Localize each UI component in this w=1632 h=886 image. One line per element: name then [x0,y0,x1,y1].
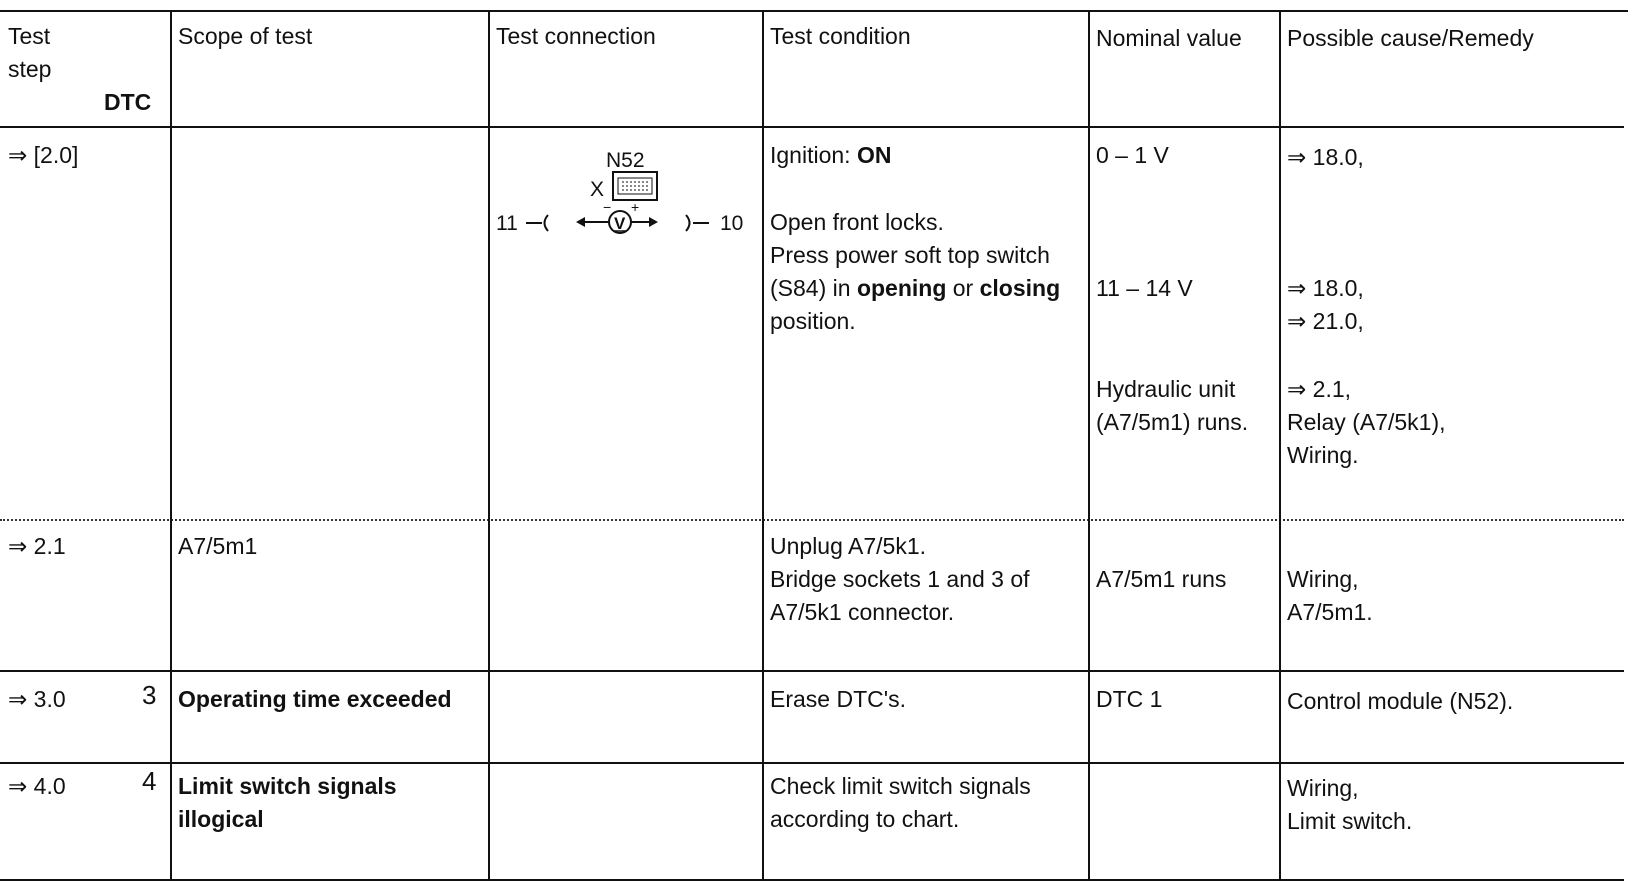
row-2-0-cause-b: ⇒ 18.0, ⇒ 21.0, [1287,275,1364,334]
probe-right-icon [686,215,709,231]
row-2-0-nominal-a: 0 – 1 V [1096,142,1169,168]
diagram-pin-right: 10 [720,212,744,235]
row-2-1-scope: A7/5m1 [178,533,258,559]
row-2-0-condition-switch: Open front locks. Press power soft top switch (S84) in opening or closing position. [770,209,1061,334]
voltmeter-connection-diagram [496,142,756,246]
header-bottom-rule [0,126,1624,128]
column-divider [170,10,172,881]
row-2-1-condition: Unplug A7/5k1. Bridge sockets 1 and 3 of A7/5k1 connector. [770,533,1030,625]
voltmeter-icon [576,199,658,233]
diagram-label-x: X [590,178,605,201]
header-condition: Test condition [770,23,911,49]
row-4-0-cause: Wiring, Limit switch. [1287,775,1413,834]
column-divider [1279,10,1281,881]
row-4-0-condition: Check limit switch signals according to chart. [770,773,1031,832]
header-cause: Possible cause/Remedy [1287,25,1534,51]
row-3-0-step: ⇒ 3.0 [8,686,66,712]
header-connection: Test connection [496,23,656,49]
probe-left-icon [526,215,548,231]
header-dtc: DTC [104,89,152,115]
row-3-0-condition: Erase DTC's. [770,686,907,712]
header-nominal: Nominal value [1096,25,1242,51]
header-scope: Scope of test [178,23,313,49]
row-2-0-condition-ignition: Ignition: ON [770,142,892,168]
row-2-0-nominal-b: 11 – 14 V [1096,275,1193,301]
column-divider [1088,10,1090,881]
diagram-label-n52: N52 [606,149,645,172]
row-separator [0,762,1624,764]
row-3-0-cause: Control module (N52). [1287,688,1514,714]
svg-text:−: − [603,199,612,215]
row-4-0-dtc: 4 [142,766,157,796]
row-2-1-nominal: A7/5m1 runs [1096,566,1227,592]
voltmeter-label: V [614,214,626,233]
row-2-0-step: ⇒ [2.0] [8,142,79,168]
svg-text:+: + [631,199,640,215]
row-separator-dotted [0,519,1624,521]
row-3-0-nominal: DTC 1 [1096,686,1163,712]
row-2-0-nominal-c: Hydraulic unit (A7/5m1) runs. [1096,376,1249,435]
row-2-0-cause-c: ⇒ 2.1, Relay (A7/5k1), Wiring. [1287,376,1446,468]
diagram-pin-left: 11 [496,212,518,235]
header-test-step: Test step [8,23,52,82]
row-2-1-cause: Wiring, A7/5m1. [1287,566,1373,625]
row-4-0-scope: Limit switch signals illogical [178,773,397,832]
row-3-0-dtc: 3 [142,680,157,710]
column-divider [762,10,764,881]
row-2-0-cause-a: ⇒ 18.0, [1287,144,1364,170]
column-divider [488,10,490,881]
connector-icon [613,172,657,200]
row-separator [0,670,1624,672]
row-4-0-step: ⇒ 4.0 [8,773,66,799]
row-3-0-scope: Operating time exceeded [178,686,452,712]
table-bottom-rule [0,879,1624,881]
table-top-rule [0,10,1628,12]
row-2-1-step: ⇒ 2.1 [8,533,66,559]
